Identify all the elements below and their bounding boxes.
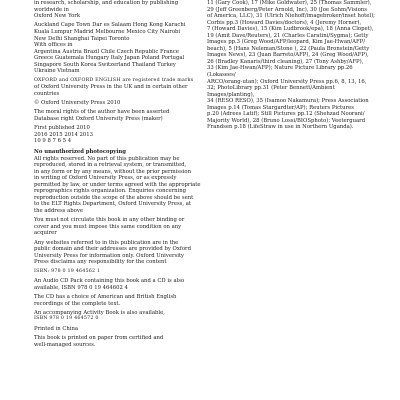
paper-line: well-managed sources. [34, 341, 96, 348]
audio-line: available, ISBN 978 0 19 464602 4 [34, 284, 128, 291]
circulate-line: cover and you must impose this same condition on any [34, 223, 182, 230]
trademark-line: OXFORD and OXFORD ENGLISH are registered trade marks [34, 77, 194, 83]
credit-line: Corbis pp.3 (Howard Davies/doctors), 4 (Jeremy Horner), [207, 19, 362, 26]
audio-paragraph [34, 278, 202, 291]
moral-rights-line: The moral rights of the author have been asserted [34, 109, 170, 116]
websites-paragraph [34, 240, 202, 266]
photo-credits [207, 0, 377, 131]
rights-paragraph [34, 156, 202, 215]
countries-list [34, 49, 202, 75]
copyright-line: © Oxford University Press 2010 [34, 100, 121, 107]
left-column [34, 0, 202, 348]
printed-in: Printed in China [34, 325, 79, 332]
credit-line: Images p.14 (Tomas Stargardter/AP); Reuters Pictures [207, 104, 354, 111]
circulate-line: You must not circulate this book in any other binding or [34, 217, 185, 224]
credit-line: ARCO/orang-utan); Oxford University Press pp.6, 8, 13, 16, [207, 78, 367, 85]
credit-line: p.20 (Adrees Latif); Still Pictures pp.12 (Shehzad Noorani/ [207, 111, 365, 118]
paper-line: This book is printed on paper from certified and [34, 335, 164, 342]
intro-line: worldwide in [34, 6, 69, 13]
websites-line: Any websites referred to in this publication are in the [34, 239, 179, 246]
credit-line: 29 (Jeff Greenberg/Peter Arnold, Inc), 30 (Joe Sohm/Visions [207, 6, 367, 13]
websites-line: Press disclaims any responsibility for the content [34, 259, 167, 266]
credit-line: 26 (Bradley Kanaris/third cleaning), 27 (Tony Ashby/AFP), [207, 58, 364, 65]
circulate-paragraph [34, 217, 202, 237]
paper-paragraph [34, 335, 202, 348]
rights-line: reproduction outside the scope of the above should be sent [34, 194, 194, 201]
rights-line: reproduced, stored in a retrieval system, or transmitted, [34, 162, 187, 169]
credit-line: 19 (Amit Dave/Reuters), 21 (Charles Caratini/Sygma); Getty [207, 32, 369, 39]
intro-line: Oxford New York [34, 13, 81, 20]
rights-line: permitted by law, or under terms agreed with the appropriate [34, 181, 201, 188]
circulate-line: acquirer [34, 230, 57, 237]
rights-line: reprographics rights organization. Enquiries concerning [34, 188, 187, 195]
credit-line: 7 (Howard Davies), 15 (Kim Ludbrook/epa), 18 (Anna Clopet), [207, 26, 374, 33]
cd-line: recordings of the complete text. [34, 300, 121, 307]
countries-line: Singapore South Korea Switzerland Thailand Turkey [34, 61, 176, 68]
trademark-notice [34, 78, 202, 98]
credit-line: 34 (RESO RESO), 35 (Isamoo Nakamura); Press Association [207, 98, 369, 105]
activity-line: ISBN 978 0 19 464572 0 [34, 316, 99, 322]
first-published: First published 2010 [34, 125, 90, 132]
database-right-line: Database right Oxford University Press (maker) [34, 115, 163, 122]
rights-line: the address above [34, 208, 83, 215]
impression-numbers: 10 9 8 7 6 5 4 [34, 138, 72, 145]
countries-line: Argentina Austria Brazil Chile Czech Republic France [34, 48, 179, 55]
credit-line: 11 (Gary Cook), 17 (Mike Goldwater), 25 (Thomas Sammler), [207, 0, 372, 6]
credit-line: Images pp.3 (Greg Wood/AFP/leopard, Kim Jae-Hwan/AFP/ [207, 39, 366, 46]
countries-line: Greece Guatemala Hungary Italy Japan Poland Portugal [34, 55, 185, 62]
credit-line: Images News), 23 (Juan Barreto/AFP), 24 (Greg Wood/AFP), [207, 52, 369, 59]
isbn-line: ISBN: 978 0 19 464562 1 [34, 268, 101, 274]
rights-line: in any form or by any means, without the prior permission [34, 168, 192, 175]
rights-line: All rights reserved. No part of this publication may be [34, 155, 180, 162]
trademark-line: of Oxford University Press in the UK and in certain other [34, 84, 188, 91]
offices-label: With offices in [34, 42, 73, 49]
cd-line: The CD has a choice of American and British English [34, 294, 177, 301]
rights-line: to the ELT Rights Department, Oxford University Press, at [34, 201, 192, 208]
right-column [207, 0, 377, 131]
activity-line: An accompanying Activity Book is also available, [34, 309, 165, 316]
print-years: 2016 2015 2014 2013 [34, 131, 93, 138]
audio-line: An Audio CD Pack containing this book and a CD is also [34, 278, 185, 285]
activity-paragraph [34, 310, 202, 323]
cd-paragraph [34, 294, 202, 307]
credit-line: Majority World), 28 (Bruno Lossi/BIOSphoto); Veeterguard [207, 117, 366, 124]
credit-line: of America, LLC), 31 (Ulrich Niehoff/imagebroker/inset hotel); [207, 13, 375, 20]
websites-line: public domain and their addresses are provided by Oxford [34, 246, 191, 253]
cities-line: Auckland Cape Town Dar es Salaam Hong Kong Karachi [34, 22, 186, 29]
credit-line: Frandsen p.18 (LifeStraw in use in Northern Uganda). [207, 124, 354, 131]
rights-line: in writing of Oxford University Press, or as expressly [34, 175, 177, 182]
cities-line: New Delhi Shanghai Taipei Toronto [34, 35, 130, 42]
cities-line: Kuala Lumpur Madrid Melbourne Mexico City Nairobi [34, 28, 181, 35]
credit-line: beach), 5 (Hans Neleman/Stone ), 22 (Paula Bronstein/Getty [207, 45, 370, 52]
intro-line: in research, scholarship, and education by publishing [34, 0, 179, 6]
trademark-line: countries [34, 90, 60, 97]
websites-line: University Press for information only. Oxford University [34, 252, 185, 259]
countries-line: Ukraine Vietnam [34, 68, 80, 75]
no-photocopy-heading: No unauthorized photocopying [34, 149, 126, 156]
credit-line: 32; PhotoLibrary pp.31 (Peter Bennett/Ambient Images/planting), [207, 85, 335, 98]
credit-line: 33 (Kim Jae-Hwan/AFP); Nature Picture Library pp.26 (Lokasees/ [207, 65, 353, 79]
cities-list [34, 22, 202, 42]
